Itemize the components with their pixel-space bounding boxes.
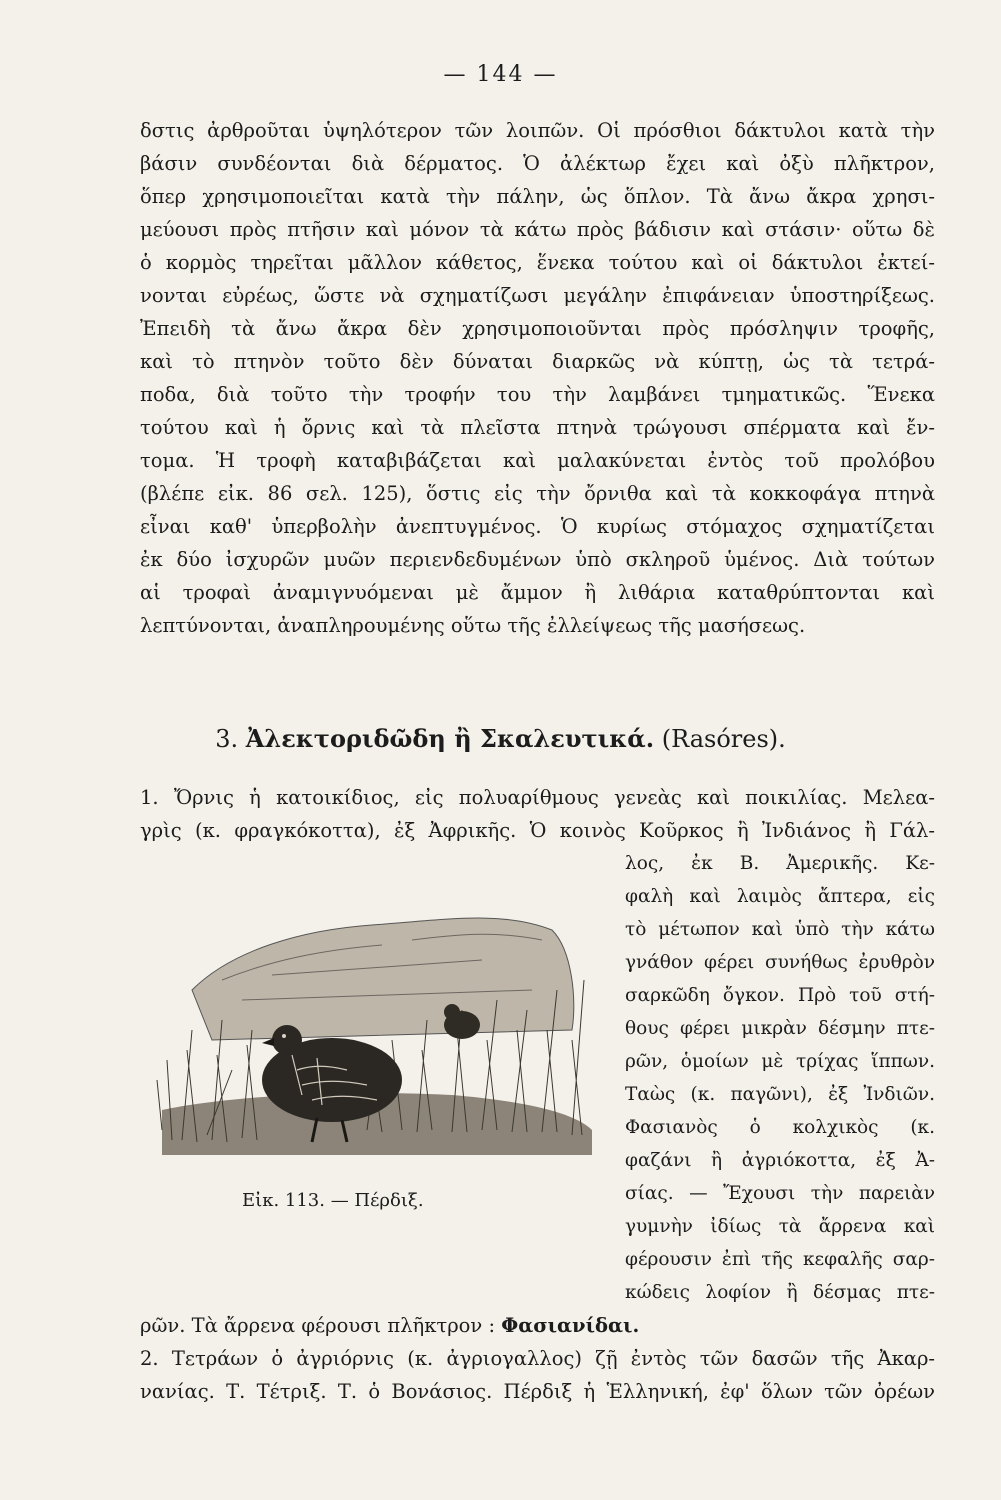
paragraph-line: νονται εὐρέως, ὥστε νὰ σχηματίζωσι μεγάλην ἐπιφάνειαν ὑποστηρίξεως.	[140, 284, 935, 307]
narrow-line: λος, ἐκ Β. Ἀμερικῆς. Κε-	[625, 853, 935, 874]
narrow-line: φαλὴ καὶ λαιμὸς ἄπτερα, εἰς	[625, 886, 935, 907]
paragraph-line: ἐκ δύο ἰσχυρῶν μυῶν περιενδεδυμένων ὑπὸ σκληροῦ ὑμένος. Διὰ τούτων	[140, 548, 935, 571]
narrow-line: σίας. — Ἔχουσι τὴν παρειὰν	[625, 1183, 935, 1204]
paragraph-line: ὁ κορμὸς τηρεῖται μᾶλλον κάθετος, ἕνεκα τούτου καὶ οἱ δάκτυλοι ἐκτεί-	[140, 251, 935, 274]
paragraph-line: ποδα, διὰ τοῦτο τὴν τροφήν του τὴν λαμβάνει τμηματικῶς. Ἕνεκα	[140, 383, 935, 406]
narrow-line: τὸ μέτωπον καὶ ὑπὸ τὴν κάτω	[625, 919, 935, 940]
section-heading	[0, 724, 1001, 753]
section-title-greek: Ἀλεκτοριδῶδη ἢ Σκαλευτικά.	[245, 724, 655, 753]
narrow-line: Ταὼς (κ. παγῶνι), ἐξ Ἰνδιῶν.	[625, 1084, 935, 1105]
paragraph-line: ὅπερ χρησιμοποιεῖται κατὰ τὴν πάλην, ὡς ὅπλον. Τὰ ἄνω ἄκρα χρησι-	[140, 185, 935, 208]
narrow-line: ρῶν, ὁμοίων μὲ τρίχας ἵππων.	[625, 1051, 935, 1072]
paragraph-line: εἶναι καθ' ὑπερβολὴν ἀνεπτυγμένος. Ὁ κυρίως στόμαχος σχηματίζεται	[140, 515, 935, 538]
paragraph-line	[140, 1309, 935, 1342]
paragraph-line: τούτου καὶ ἡ ὄρνις καὶ τὰ πλεῖστα πτηνὰ τρώγουσι σπέρματα καὶ ἔν-	[140, 416, 935, 439]
page-number: — 144 —	[443, 62, 558, 87]
family-name: Φασιανίδαι.	[501, 1314, 640, 1337]
narrow-line: γνάθον φέρει συνήθως ἐρυθρὸν	[625, 952, 935, 973]
paragraph-line: τομα. Ἡ τροφὴ καταβιβάζεται καὶ μαλακύνεται ἐντὸς τοῦ προλόβου	[140, 449, 935, 472]
figure-caption: Εἰκ. 113. — Πέρδιξ.	[242, 1190, 424, 1211]
paragraph-line: λεπτύνονται, ἀναπληρουμένης οὕτω τῆς ἐλλείψεως τῆς μασήσεως.	[140, 614, 806, 637]
narrow-line: Φασιανὸς ὁ κολχικὸς (κ.	[625, 1117, 935, 1138]
narrow-line: φέρουσιν ἐπὶ τῆς κεφαλῆς σαρ-	[625, 1249, 935, 1270]
narrow-line: θους φέρει μικρὰν δέσμην πτε-	[625, 1018, 935, 1039]
paragraph-line: νανίας. Τ. Τέτριξ. Τ. ὁ Βονάσιος. Πέρδιξ ἡ Ἑλληνική, ἐφ' ὅλων τῶν ὀρέων	[140, 1380, 935, 1403]
paragraph-line: Ἐπειδὴ τὰ ἄνω ἄκρα δὲν χρησιμοποιοῦνται πρὸς πρόσληψιν τροφῆς,	[140, 317, 935, 340]
narrow-line: σαρκῶδη ὄγκον. Πρὸ τοῦ στή-	[625, 985, 935, 1006]
paragraph-line: γρὶς (κ. φραγκόκοττα), ἐξ Ἀφρικῆς. Ὁ κοινὸς Κοῦρκος ἢ Ἰνδιάνος ἢ Γάλ-	[140, 819, 935, 842]
partridge-illustration	[152, 880, 602, 1170]
paragraph-line: καὶ τὸ πτηνὸν τοῦτο δὲν δύναται διαρκῶς νὰ κύπτῃ, ὡς τὰ τετρά-	[140, 350, 935, 373]
section-number: 3.	[215, 725, 239, 753]
section-title-latin: (Rasóres).	[661, 725, 786, 753]
paragraph-line: 1. Ὄρνις ἡ κατοικίδιος, εἰς πολυαρίθμους γενεὰς καὶ ποικιλίας. Μελεα-	[140, 786, 935, 809]
paragraph-line: 2. Τετράων ὁ ἀγριόρνις (κ. ἀγριογαλλος) ζῇ ἐντὸς τῶν δασῶν τῆς Ἀκαρ-	[140, 1347, 935, 1370]
paragraph-line: αἱ τροφαὶ ἀναμιγνυόμεναι μὲ ἄμμον ἢ λιθάρια καταθρύπτονται καὶ	[140, 581, 935, 604]
paragraph-line: δστις ἀρθροῦται ὑψηλότερον τῶν λοιπῶν. Οἱ πρόσθιοι δάκτυλοι κατὰ τὴν	[140, 119, 935, 142]
narrow-line: γυμνὴν ἰδίως τὰ ἄρρενα καὶ	[625, 1216, 935, 1237]
paragraph-line: (βλέπε εἰκ. 86 σελ. 125), ὅστις εἰς τὴν ὄρνιθα καὶ τὰ κοκκοφάγα πτηνὰ	[140, 482, 935, 505]
narrow-line: φαζάνι ἢ ἀγριόκοττα, ἐξ Ἀ-	[625, 1150, 935, 1171]
paragraph-line: μεύουσι πρὸς πτῆσιν καὶ μόνον τὰ κάτω πρὸς βάδισιν καὶ στάσιν· οὕτω δὲ	[140, 218, 935, 241]
paragraph-end-text: ρῶν. Τὰ ἄρρενα φέρουσι πλῆκτρον :	[140, 1314, 496, 1337]
partridge-engraving	[152, 880, 602, 1170]
paragraph-line: βάσιν συνδέονται διὰ δέρματος. Ὁ ἀλέκτωρ ἔχει καὶ ὀξὺ πλῆκτρον,	[140, 152, 935, 175]
narrow-line: κώδεις λοφίον ἢ δέσμας πτε-	[625, 1282, 935, 1303]
